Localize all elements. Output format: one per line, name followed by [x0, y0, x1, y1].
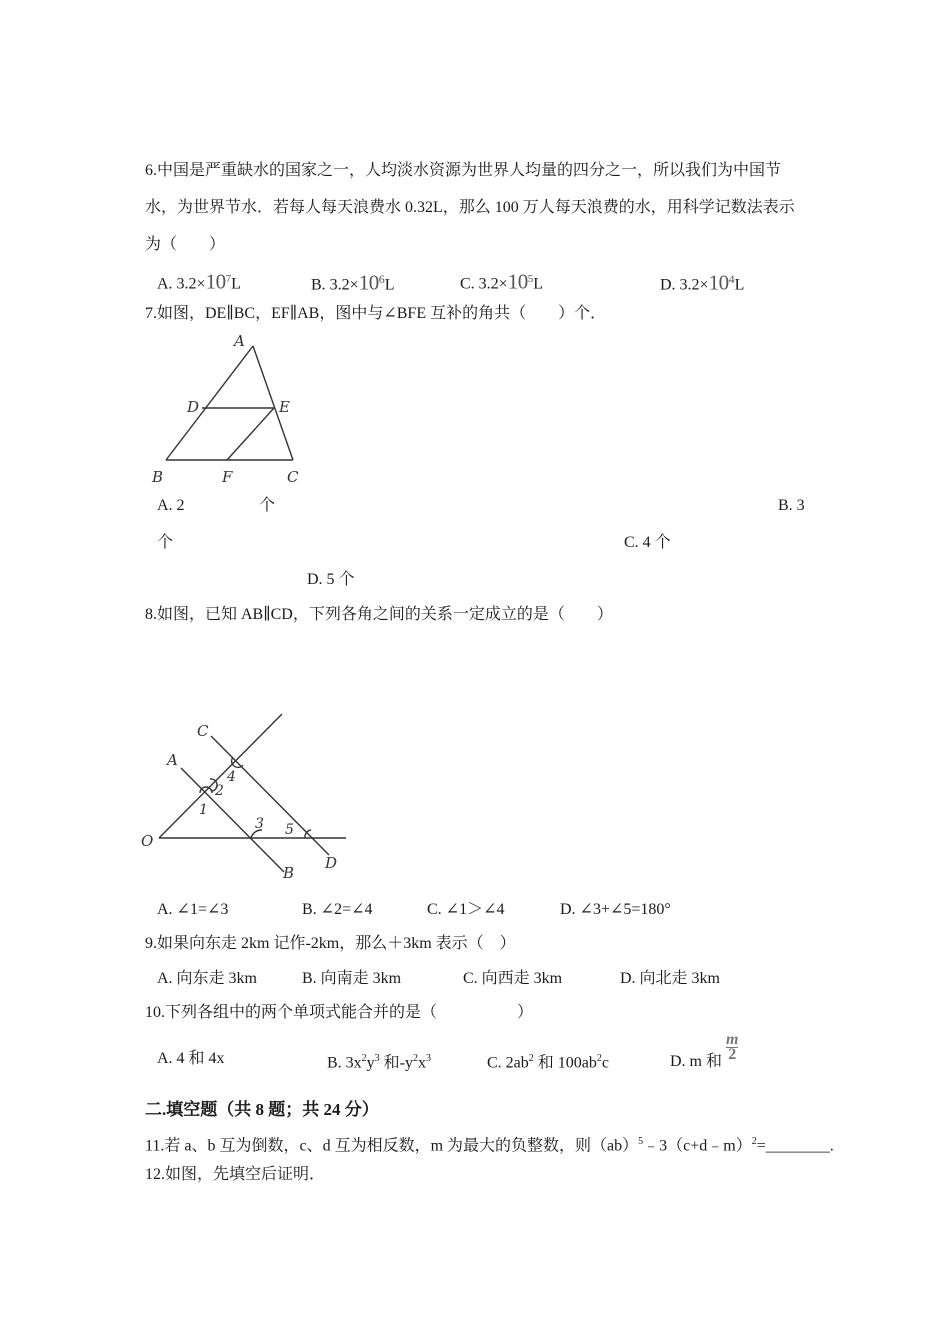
- q8-angle-label-3: 3: [255, 816, 264, 832]
- q10-option-d[interactable]: D. m 和 $\frac{m}{2}$: [670, 1031, 739, 1071]
- q10-fraction-m-over-2: $\frac{m}{2}$: [726, 1031, 739, 1063]
- q10-option-c[interactable]: C. $2ab^2$ 和 $100ab^2c$: [487, 1053, 609, 1072]
- q10-option-a[interactable]: A. 4 和 4x: [157, 1050, 225, 1067]
- q7-label-d: D: [187, 398, 200, 416]
- q7-label-c: C: [287, 468, 299, 486]
- q7-option-d[interactable]: D. 5 个: [307, 571, 355, 588]
- q6-option-b[interactable]: B. $3.2\times 10^6L$: [311, 270, 395, 295]
- q7-option-a-part2: 个: [259, 497, 276, 514]
- q7-option-a-part1[interactable]: A. 2: [157, 497, 185, 514]
- q7-segment-ab: [166, 346, 253, 460]
- q7-label-b: B: [152, 468, 164, 486]
- q10-option-b[interactable]: B. $3x^2y^3$ 和$-y^2x^3$: [327, 1053, 432, 1072]
- q8-angle-label-5: 5: [285, 822, 294, 838]
- q11-stem: 11.若 a、b 互为倒数，c、d 互为相反数，m 为最大的负整数，则（ab）$^5$﹣3（c+d﹣m）$^2$=________.: [145, 1136, 834, 1155]
- q6-stem-line3: 为（ ）: [145, 236, 226, 253]
- q7-figure: [140, 328, 320, 490]
- q9-option-a[interactable]: A. 向东走 3km: [157, 970, 258, 987]
- q8-angle-label-4: 4: [227, 769, 236, 785]
- q7-option-b-part2: 个: [157, 534, 174, 551]
- q6-option-c[interactable]: C. $3.2\times 10^5L$: [460, 269, 543, 294]
- q12-stem: 12.如图，先填空后证明．: [145, 1166, 326, 1183]
- q7-stem: 7.如图，DE∥BC，EF∥AB，图中与∠BFE 互补的角共（ ）个．: [145, 305, 607, 322]
- q8-label-a: A: [167, 751, 178, 769]
- q7-option-b-part1[interactable]: B. 3: [778, 497, 805, 514]
- q7-label-a: A: [234, 332, 245, 350]
- q8-option-c[interactable]: C. ∠1＞∠4: [427, 901, 505, 918]
- q9-option-c[interactable]: C. 向西走 3km: [463, 970, 563, 987]
- q8-label-o: O: [141, 832, 154, 850]
- q9-option-b[interactable]: B. 向南走 3km: [302, 970, 402, 987]
- q8-option-b[interactable]: B. ∠2=∠4: [302, 901, 373, 918]
- q8-option-d[interactable]: D. ∠3+∠5=180°: [560, 901, 671, 918]
- q8-angle-label-1: 1: [199, 802, 208, 818]
- q7-label-e: E: [279, 398, 290, 416]
- q7-label-f: F: [222, 468, 233, 486]
- q6-stem-line1: 6.中国是严重缺水的国家之一，人均淡水资源为世界人均量的四分之一，所以我们为中国节: [145, 162, 782, 179]
- q8-option-a[interactable]: A. ∠1=∠3: [157, 901, 229, 918]
- q8-angle-label-2: 2: [215, 783, 224, 799]
- q8-label-d: D: [325, 854, 338, 872]
- section-heading: 二.填空题（共 8 题；共 24 分）: [145, 1100, 379, 1119]
- q9-stem: 9.如果向东走 2km 记作-2km，那么＋3km 表示（ ）: [145, 935, 516, 952]
- q7-segment-ef: [227, 408, 274, 460]
- q6-option-a[interactable]: A. $3.2\times 10^7L$: [157, 269, 241, 294]
- q6-option-d[interactable]: D. $3.2\times 10^4L$: [660, 270, 745, 295]
- q8-stem: 8.如图，已知 AB∥CD，下列各角之间的关系一定成立的是（ ）: [145, 606, 613, 623]
- q8-label-c: C: [197, 722, 209, 740]
- q8-label-b: B: [283, 864, 295, 882]
- q7-option-c[interactable]: C. 4 个: [624, 534, 671, 551]
- q6-stem-line2: 水，为世界节水．若每人每天浪费水 0.32L，那么 100 万人每天浪费的水，用科学记数法表示: [145, 199, 795, 216]
- q9-option-d[interactable]: D. 向北走 3km: [620, 970, 721, 987]
- q8-figure: [135, 705, 360, 885]
- q8-line-cd: [211, 736, 329, 855]
- q10-stem: 10.下列各组中的两个单项式能合并的是（ ）: [145, 1004, 534, 1021]
